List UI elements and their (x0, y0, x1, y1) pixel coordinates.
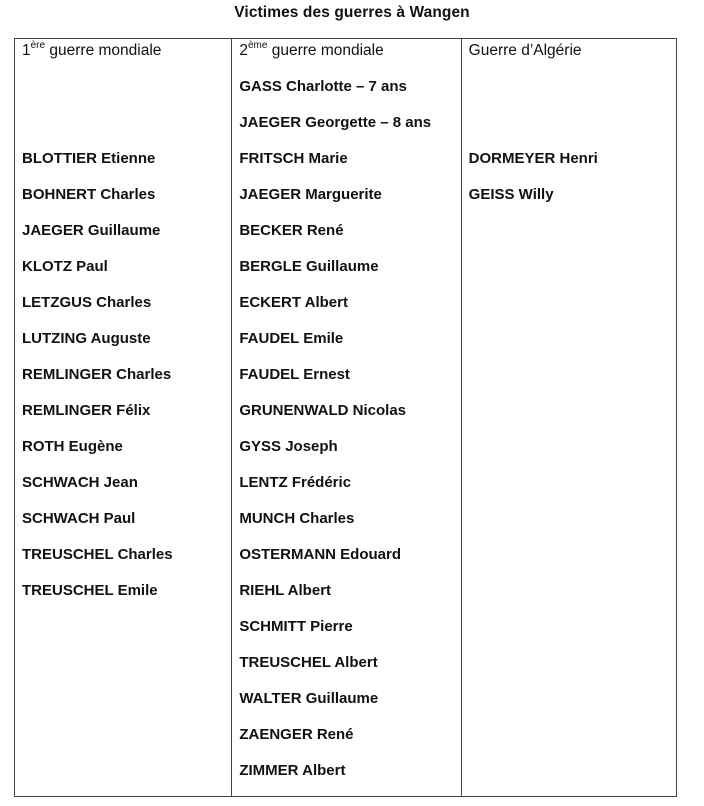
victim-name: FRITSCH Marie (239, 150, 348, 167)
heading-ordinal-suffix: ème (247, 40, 268, 51)
heading-ordinal: 2 (239, 42, 248, 59)
heading-ordinal: 1 (22, 42, 31, 59)
victim-name: ROTH Eugène (22, 438, 123, 455)
names-list-ww1 (22, 149, 229, 617)
victim-name: BLOTTIER Etienne (22, 150, 156, 167)
column-heading-ww1 (22, 42, 161, 60)
column-ww1 (15, 39, 231, 796)
victim-name: FAUDEL Ernest (239, 366, 350, 383)
victim-name: JAEGER Georgette – 8 ans (239, 114, 432, 131)
column-heading-ww2 (239, 42, 383, 60)
column-heading-algeria (469, 42, 582, 60)
victim-name: RIEHL Albert (239, 582, 332, 599)
heading-ordinal-suffix: ère (30, 40, 46, 51)
heading-text: guerre mondiale (45, 42, 162, 59)
victim-name: GRUNENWALD Nicolas (239, 402, 407, 419)
names-list-ww2 (239, 77, 458, 797)
victim-name: SCHWACH Jean (22, 474, 138, 491)
names-list-algeria (469, 149, 674, 221)
column-algeria (461, 39, 676, 796)
victim-name: TREUSCHEL Emile (22, 582, 158, 599)
victim-name: FAUDEL Emile (239, 330, 344, 347)
victim-name: ZIMMER Albert (239, 762, 346, 779)
victim-name: GEISS Willy (468, 186, 554, 203)
heading-text: guerre mondiale (267, 42, 384, 59)
victim-name: BECKER René (239, 222, 344, 239)
victim-name: LUTZING Auguste (22, 330, 151, 347)
victim-name: SCHMITT Pierre (239, 618, 353, 635)
victim-name: GASS Charlotte – 7 ans (239, 78, 407, 95)
victim-name: MUNCH Charles (239, 510, 355, 527)
victim-name: BOHNERT Charles (22, 186, 156, 203)
victim-name: LENTZ Frédéric (239, 474, 352, 491)
victim-name: OSTERMANN Edouard (239, 546, 402, 563)
victim-name: SCHWACH Paul (22, 510, 136, 527)
victim-name: TREUSCHEL Albert (239, 654, 378, 671)
victim-name: GYSS Joseph (239, 438, 338, 455)
victim-name: KLOTZ Paul (22, 258, 108, 275)
victim-name: REMLINGER Félix (22, 402, 151, 419)
victim-name: DORMEYER Henri (468, 150, 598, 167)
victim-name: ZAENGER René (239, 726, 354, 743)
page-title: Victimes des guerres à Wangen (234, 4, 470, 21)
victim-name: LETZGUS Charles (22, 294, 152, 311)
victims-table (14, 38, 677, 797)
victim-name: JAEGER Marguerite (239, 186, 382, 203)
victim-name: JAEGER Guillaume (22, 222, 161, 239)
victim-name: BERGLE Guillaume (239, 258, 379, 275)
victim-name: TREUSCHEL Charles (22, 546, 173, 563)
victim-name: REMLINGER Charles (22, 366, 172, 383)
column-ww2 (231, 39, 460, 796)
heading-text: Guerre d’Algérie (468, 42, 582, 59)
victim-name: WALTER Guillaume (239, 690, 379, 707)
victim-name: ECKERT Albert (239, 294, 348, 311)
